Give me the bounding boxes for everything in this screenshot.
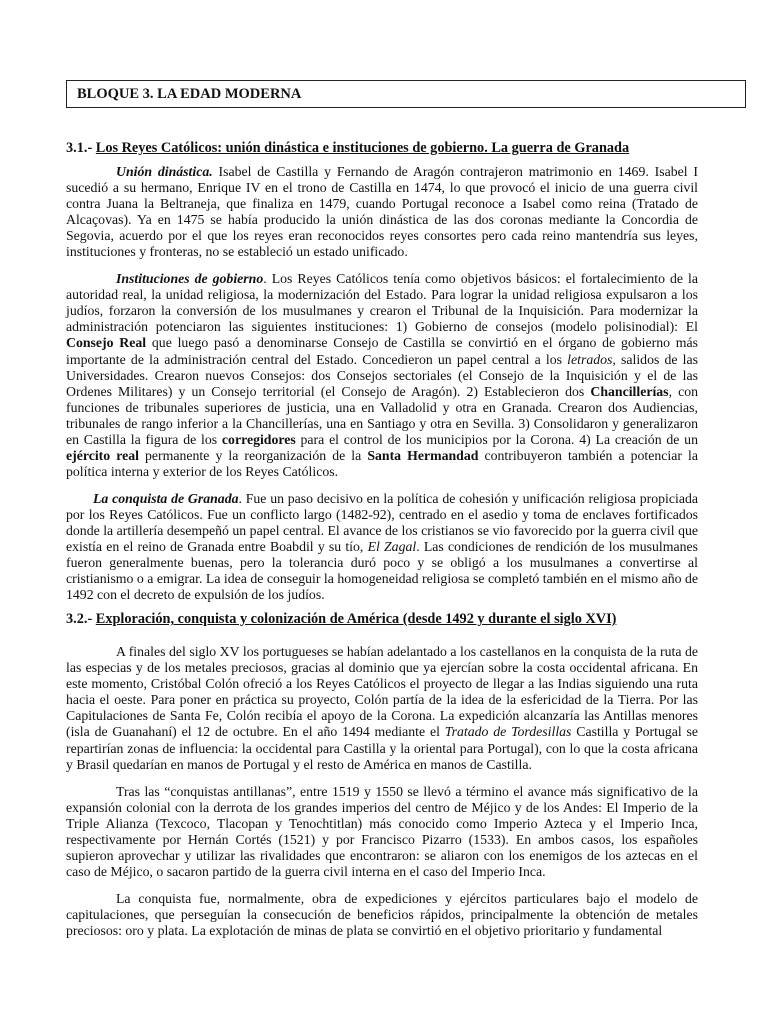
paragraph-union-dinastica	[66, 164, 698, 260]
paragraph-text: que luego pasó a denominarse Consejo de Castilla se convirtió en el órgano de gobierno más importante de la administración central del Estado. Concedieron un papel central a los	[66, 335, 699, 367]
italic-term: letrados,	[567, 351, 616, 367]
paragraph-conquistas-antillanas: Tras las “conquistas antillanas”, entre 1519 y 1550 se llevó a término el avance más significativo de la expansión colonial con la derrota de los grandes imperios del centro de Méjico y de los Andes: El Imperio de la Triple Alianza (Texcoco, Tlacopan y Tenochtitlan) más conocido como Imperio Azteca y el Imperio Inca, respectivamente por Hernán Cortés (1521) y por Francisco Pizarro (1533). En ambos casos, los españoles supieron aprovechar y utilizar las rivalidades que encontraron: se aliaron con los enemigos de los aztecas en el caso de Méjico, o sacaron partido de la guerra civil interna en el caso del Imperio Inca.	[66, 783, 698, 879]
section-title: Los Reyes Católicos: unión dinástica e instituciones de gobierno. La guerra de Granada	[95, 140, 630, 156]
paragraph-text: contribuyeron también a potenciar la política interna y exterior de los Reyes Católicos.	[66, 447, 698, 479]
paragraph-text: Isabel de Castilla y Fernando de Aragón contrajeron matrimonio en 1469. Isabel I sucedió a su hermano, Enrique IV en el trono de Castilla en 1474, lo que provocó el inicio de una guerra civil contra Juana la Beltraneja, que finaliza en 1479, cuando Portugal reconoce a Isabel como reina (Tratado de Alcaçovas). Ya en 1475 se había producido la unión dinástica de las dos coronas mediante la Concordia de Segovia, acuerdo por el que los reyes eran reconocidos reyes consortes pero cada reino mantendría sus leyes, instituciones y fronteras, no se estableció un estado unificado.	[66, 164, 698, 260]
paragraph-text: Castilla y Portugal se repartirían zonas de influencia: la occidental para Castilla y la oriental para Portugal), con lo que la costa africana y Brasil quedarían en manos de Portugal y el resto de América en manos de Castilla.	[66, 724, 699, 772]
paragraph-text: . Las condiciones de rendición de los musulmanes fueron generalmente buenas, pero la tolerancia duró poco y se obligó a los musulmanes a convertirse al cristianismo o a emigrar. La idea de conseguir la homogeneidad religiosa se completó también en el mismo año de 1492 con el decreto de expulsión de los judíos.	[66, 539, 698, 603]
bold-term: corregidores	[221, 431, 296, 447]
paragraph-text: A finales del siglo XV los portugueses se habían adelantado a los castellanos en la conquista de la ruta de las especias y de los metales preciosos, gracias al dominio que ya ejercían sobre la costa occidental africana. En este momento, Cristóbal Colón ofreció a los Reyes Católicos el proyecto de llegar a las Indias siguiendo una ruta hacia el oeste. Para poner en práctica su proyecto, Colón partía de la idea de la esfericidad de la Tierra. Por las Capitulaciones de Santa Fe, Colón recibía el apoyo de la Corona. La expedición alcanzaría las Antillas menores (isla de Guanahaní) el 12 de octubre. En el año 1494 mediante el	[66, 644, 698, 740]
paragraph-exploracion	[66, 644, 698, 772]
paragraph-lead: La conquista de Granada	[93, 490, 239, 506]
bold-term: Chancillerías	[590, 383, 669, 399]
block-title: BLOQUE 3. LA EDAD MODERNA	[66, 80, 746, 108]
italic-term: Tratado de Tordesillas	[444, 724, 572, 740]
section-heading-3-2	[66, 611, 698, 628]
bold-term: Santa Hermandad	[367, 447, 479, 463]
paragraph-lead: Instituciones de gobierno	[116, 271, 264, 287]
paragraph-instituciones	[66, 271, 698, 480]
paragraph-text: salidos de las Universidades. Crearon nuevos Consejos: dos Consejos sectoriales (el Consejo de la Inquisición y el de las Ordenes Militares) y un Consejo territorial (el Consejo de Aragón). 2) Establecieron dos	[66, 351, 699, 399]
italic-term: El Zagal	[367, 539, 417, 555]
paragraph-text: . Fue un paso decisivo en la política de cohesión y unificación religiosa propiciada por los Reyes Católicos. Fue un conflicto largo (1482-92), centrado en el asedio y toma de enclaves fortificados donde la artillería desempeñó un papel central. El avance de los cristianos se vio favorecido por la guerra civil que existía en el reino de Granada entre Boabdil y su tío,	[66, 490, 698, 555]
paragraph-capitulaciones: La conquista fue, normalmente, obra de expediciones y ejércitos particulares bajo el modelo de capitulaciones, que perseguían la consecución de beneficios rápidos, principalmente la obtención de metales preciosos: oro y plata. La explotación de minas de plata se convirtió en el objetivo prioritario y fundamental	[66, 890, 698, 938]
paragraph-text: , con funciones de tribunales superiores de justicia, una en Valladolid y otra en Granada. Crearon dos Audiencias, tribunales de rango inferior a la Chancillerías, una en Santiago y otra en Sevilla. 3) Consolidaron y generalizaron en Castilla la figura de los	[66, 383, 698, 447]
bold-term: ejército real	[66, 447, 139, 463]
section-number: 3.1.-	[66, 140, 96, 156]
paragraph-text: permanente y la reorganización de la	[138, 447, 368, 463]
paragraph-lead: Unión dinástica.	[116, 164, 213, 179]
paragraph-text: . Los Reyes Católicos tenía como objetivos básicos: el fortalecimiento de la autoridad real, la unidad religiosa, la modernización del Estado. Para lograr la unidad religiosa expulsaron a los judíos, forzaron la conversión de los musulmanes y crearon el Tribunal de la Inquisición. Para modernizar la administración potenciaron las siguientes instituciones: 1) Gobierno de consejos (modelo polisinodial): El	[66, 271, 698, 335]
section-heading-3-1	[66, 140, 698, 157]
paragraph-conquista-granada	[66, 491, 698, 603]
section-title: Exploración, conquista y colonización de América (desde 1492 y durante el siglo XVI)	[95, 611, 617, 628]
bold-term: Consejo Real	[66, 335, 147, 351]
section-number: 3.2.-	[66, 611, 96, 628]
paragraph-text: para el control de los municipios por la Corona. 4) La creación de un	[295, 431, 698, 447]
document-body	[66, 140, 698, 939]
